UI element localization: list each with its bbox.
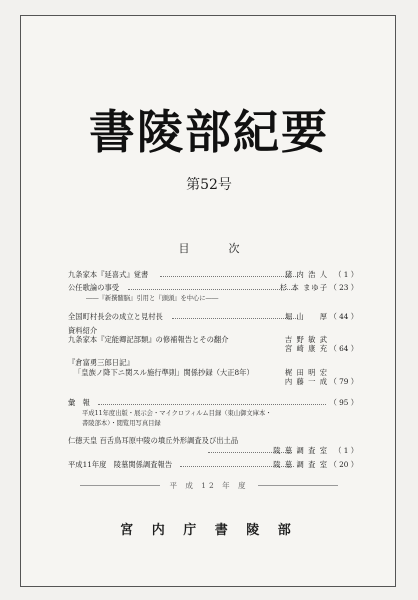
toc-entry-author: 梶 田 明 宏 [284, 368, 328, 377]
toc-entry-author: 杉 本 まゆ子 [279, 283, 328, 292]
leader-dots [128, 289, 296, 290]
toc-entry [68, 312, 358, 321]
toc-entry-author: 陵 墓 調 査 室 [273, 446, 328, 455]
toc-entry-author: 吉 野 敏 武 [284, 335, 328, 344]
toc-entry-page: （ 20 ） [329, 460, 358, 469]
toc-entry-title: 公任歌論の事受 [68, 283, 120, 292]
toc-entry-page: （ 95 ） [329, 398, 358, 407]
toc-entry-page: （ 1 ） [334, 446, 358, 455]
toc-entry-author: 宮 崎 康 充 [284, 344, 328, 353]
toc-entry-page: （ 44 ） [329, 312, 358, 321]
toc-entry-title: 平成11年度 陵墓関係調査報告 [68, 460, 173, 469]
toc-entry-title: 「皇族ノ降下ニ関スル施行準則」関係抄録（大正8年） [74, 368, 254, 377]
toc-section-label: 資料紹介 [68, 326, 98, 335]
toc-entry [74, 368, 358, 377]
report-note: 書陵部本）・閲覧用写真目録 [82, 420, 161, 427]
toc-heading: 目 次 [178, 242, 254, 255]
leader-dots [160, 276, 300, 277]
toc-entry-author: 内 藤 一 成 [284, 377, 328, 386]
toc-entry-author: 陵 墓 調 査 室 [273, 460, 328, 469]
report-note: 平成11年度出版・展示会・マイクロフィルム目録（東山御文庫本・ [82, 410, 272, 417]
year-rule-right [258, 485, 338, 486]
journal-title: 書陵部紀要 [89, 105, 329, 159]
toc-entry-title: 九条家本『定能卿記部類』の修補報告とその翻介 [68, 335, 229, 344]
toc-entry [68, 283, 358, 292]
toc-entry-author: 猪 内 浩 人 [284, 270, 328, 279]
toc-entry [68, 270, 358, 279]
toc-entry-title: 彙 報 [68, 398, 90, 407]
toc-entry-subtitle: ――『新撰髄脳』引用と『頭頭』を中心に―― [86, 295, 219, 302]
leader-dots [172, 318, 298, 319]
toc-entry-title: 全国町村長会の成立と見村長 [68, 312, 163, 321]
toc-section-label: 『倉富勇三郎日記』 [68, 358, 134, 367]
toc-entry [68, 460, 358, 469]
toc-entry [68, 436, 358, 445]
toc-entry-page: （ 23 ） [329, 283, 358, 292]
toc-entry [68, 398, 358, 407]
toc-entry-page: （ 64 ） [329, 344, 358, 353]
toc-entry-title: 九条家本『延喜式』覚書 [68, 270, 149, 279]
toc-entry-page: （ 79 ） [329, 377, 358, 386]
toc-entry-page: （ 1 ） [334, 270, 358, 279]
toc-entry-author: 堀 山 厚 [284, 312, 328, 321]
leader-dots [98, 404, 326, 405]
fiscal-year: 平 成 12 年 度 [169, 481, 249, 490]
toc-entry-title: 仁徳天皇 百舌鳥耳原中陵の墳丘外形調査及び出土品 [68, 436, 239, 445]
publisher: 宮 内 庁 書 陵 部 [120, 523, 298, 538]
toc-entry [68, 335, 358, 344]
issue-number: 第52号 [186, 177, 232, 193]
